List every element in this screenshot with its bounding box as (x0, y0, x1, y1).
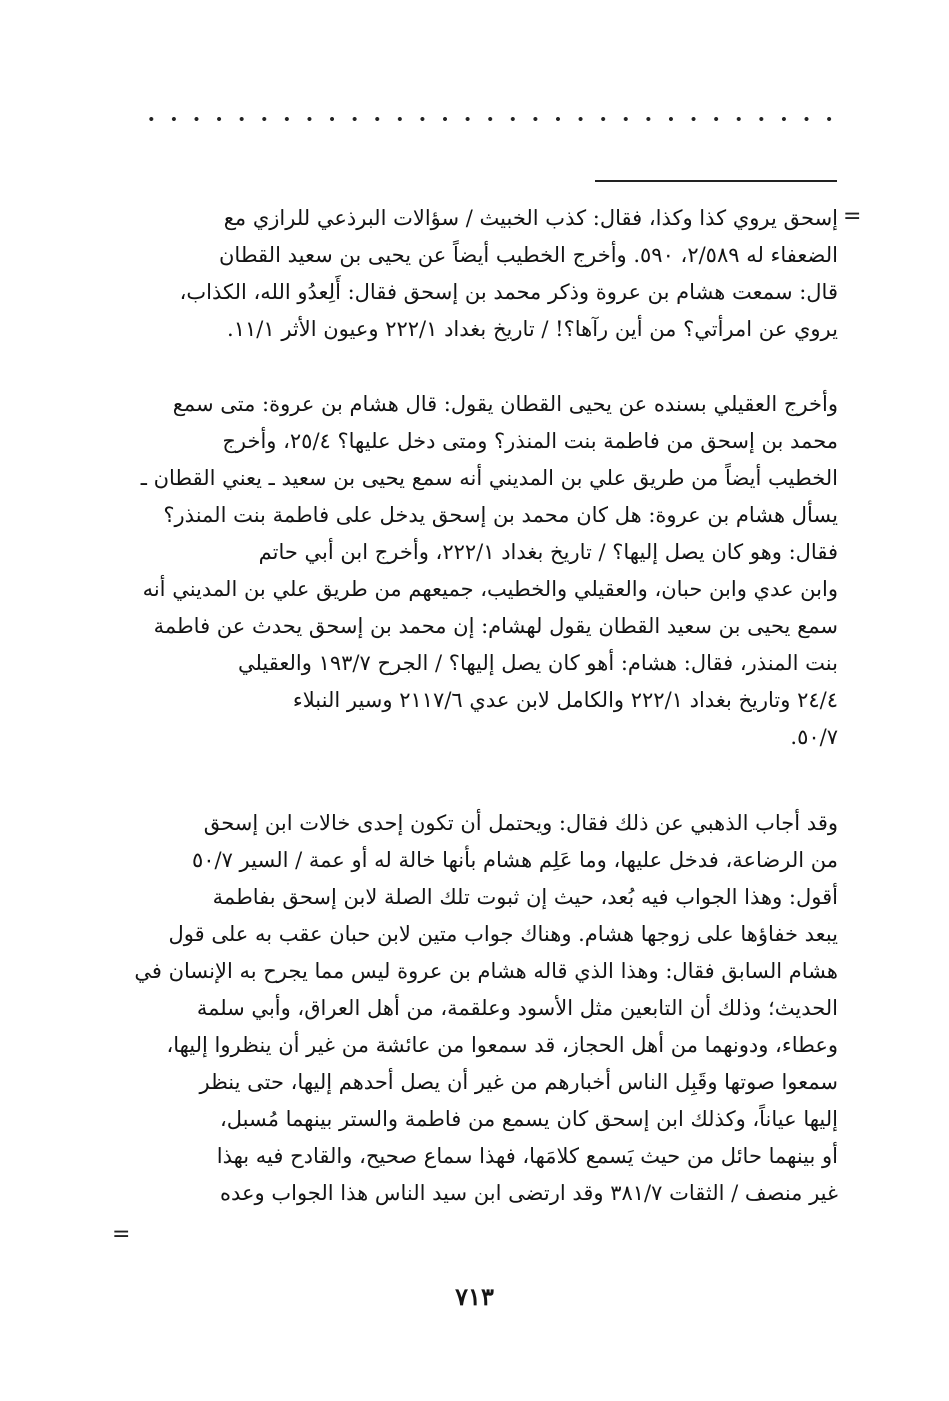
page-number: ٧١٣ (455, 1282, 494, 1311)
text-line: سمع يحيى بن سعيد القطان يقول لهشام: إن محمد بن إسحق يحدث عن فاطمة (153, 614, 838, 638)
text-line: أو بينهما حائل من حيث يَسمع كلامَها، فهذا سماع صحيح، والقادح فيه بهذا (216, 1144, 838, 1168)
text-line: أقول: وهذا الجواب فيه بُعد، حيث إن ثبوت تلك الصلة لابن إسحق بفاطمة (212, 885, 838, 909)
dotted-separator (140, 112, 840, 126)
text-line: يبعد خفاؤها على زوجها هشام. وهناك جواب متين لابن حبان عقب به على قول (168, 922, 838, 946)
text-line: الضعفاء له ٢/٥٨٩، ٥٩٠. وأخرج الخطيب أيضاً عن يحيى بن سعيد القطان (219, 243, 838, 267)
text-line: وابن عدي وابن حبان، والعقيلي والخطيب، جميعهم من طريق علي بن المديني أنه (142, 577, 838, 601)
footnote-paragraph-3 (102, 805, 838, 1212)
text-line: غير منصف / الثقات ٣٨١/٧ وقد ارتضى ابن سيد الناس هذا الجواب وعده (219, 1181, 838, 1205)
text-line: وعطاء، ودونهما من أهل الحجاز، قد سمعوا من عائشة من غير أن ينظروا إليها، (166, 1033, 838, 1057)
text-line: الخطيب أيضاً من طريق علي بن المديني أنه سمع يحيى بن سعيد ـ يعني القطان ـ (140, 466, 838, 490)
continuation-mark-top: = (843, 204, 862, 229)
text-line: محمد بن إسحق من فاطمة بنت المنذر؟ ومتى دخل عليها؟ ٢٥/٤، وأخرج (222, 429, 838, 453)
footnote-paragraph-1 (102, 200, 838, 348)
text-line: من الرضاعة، فدخل عليها، وما عَلِم هشام بأنها خالة له أو عمة / السير ٥٠/٧ (191, 848, 838, 872)
text-line: قال: سمعت هشام بن عروة وذكر محمد بن إسحق فقال: أَلِعدُو الله، الكذاب، (179, 280, 838, 304)
text-line: وقد أجاب الذهبي عن ذلك فقال: ويحتمل أن تكون إحدى خالات ابن إسحق (203, 811, 838, 835)
text-line: يسأل هشام بن عروة: هل كان محمد بن إسحق يدخل على فاطمة بنت المنذر؟ (163, 503, 838, 527)
text-line: الحديث؛ وذلك أن التابعين مثل الأسود وعلقمة، من أهل العراق، وأبي سلمة (196, 996, 838, 1020)
text-line: إليها عياناً، وكذلك ابن إسحق كان يسمع من فاطمة والستر بينهما مُسبل، (219, 1107, 838, 1131)
text-line: يروي عن امرأتي؟ من أين رآها؟! / تاريخ بغداد ٢٢٢/١ وعيون الأثر ١١/١. (227, 317, 838, 341)
text-line: ٢٤/٤ وتاريخ بغداد ٢٢٢/١ والكامل لابن عدي ٢١١٧/٦ وسير النبلاء (292, 688, 838, 712)
text-line: هشام السابق فقال: وهذا الذي قاله هشام بن عروة ليس مما يجرح به الإنسان في (134, 959, 838, 983)
text-line: فقال: وهو كان يصل إليها؟ / تاريخ بغداد ٢٢٢/١، وأخرج ابن أبي حاتم (258, 540, 838, 564)
continuation-mark-bottom: = (112, 1222, 131, 1247)
text-line: وأخرج العقيلي بسنده عن يحيى القطان يقول: قال هشام بن عروة: متى سمع (172, 392, 838, 416)
footnote-rule (595, 180, 837, 182)
footnote-paragraph-2 (102, 386, 838, 756)
text-line: إسحق يروي كذا وكذا، فقال: كذب الخبيث / سؤالات البرذعي للرازي مع (223, 206, 838, 230)
text-line: سمعوا صوتها وقَبِل الناس أخبارهم من غير أن يصل أحدهم إليها، حتى ينظر (199, 1070, 838, 1094)
text-line: بنت المنذر، فقال: هشام: أهو كان يصل إليها؟ / الجرح ١٩٣/٧ والعقيلي (237, 651, 838, 675)
text-line: ٥٠/٧. (790, 725, 838, 749)
